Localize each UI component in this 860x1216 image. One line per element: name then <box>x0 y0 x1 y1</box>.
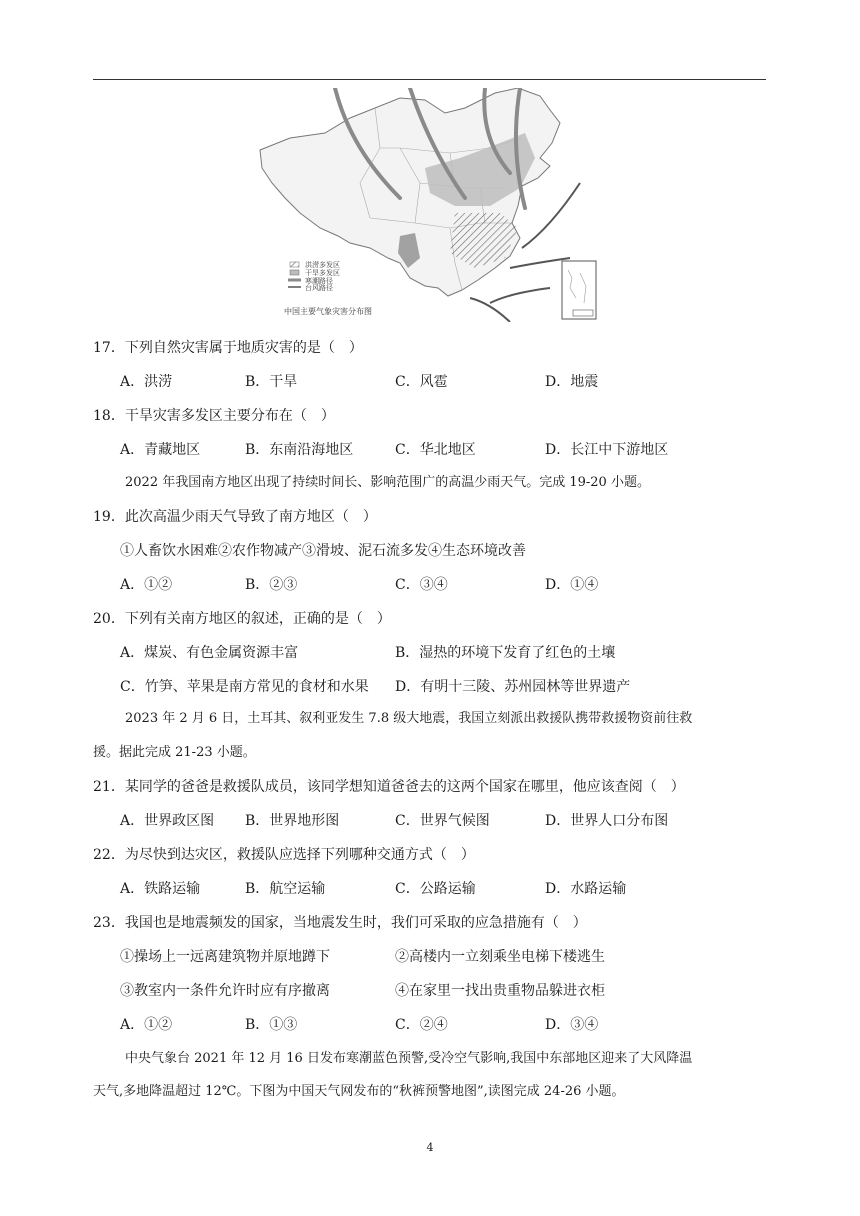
q21-option-d: D．世界人口分布图 <box>545 813 669 829</box>
question-17-stem: 17．下列自然灾害属于地质灾害的是（ ） <box>93 340 363 356</box>
question-21-stem: 21．某同学的爸爸是救援队成员，该同学想知道爸爸去的这两个国家在哪里，他应该查阅（ ） <box>93 779 685 795</box>
q19-items: ①人畜饮水困难②农作物减产③滑坡、泥石流多发④生态环境改善 <box>120 543 526 559</box>
header-rule <box>93 79 766 80</box>
q21-option-a: A．世界政区图 <box>120 813 215 829</box>
q19-option-a: A．①② <box>120 577 173 593</box>
q20-option-b: B．湿热的环境下发育了红色的土壤 <box>395 645 616 661</box>
q22-option-a: A．铁路运输 <box>120 881 201 897</box>
question-22-stem: 22．为尽快到达灾区，救援队应选择下列哪种交通方式（ ） <box>93 847 475 863</box>
legend-cold-wave: 寒潮路径 <box>305 277 333 285</box>
q23-option-c: C．②④ <box>395 1017 448 1033</box>
q18-option-a: A．青藏地区 <box>120 442 201 458</box>
q19-option-d: D．①④ <box>545 577 599 593</box>
map-caption: 中国主要气象灾害分布图 <box>284 307 372 316</box>
question-18-stem: 18．干旱灾害多发区主要分布在（ ） <box>93 408 335 424</box>
q19-option-b: B．②③ <box>245 577 298 593</box>
q21-option-c: C．世界气候图 <box>395 813 490 829</box>
q22-option-c: C．公路运输 <box>395 881 476 897</box>
china-meteorological-disaster-map <box>250 88 608 322</box>
question-23-stem: 23．我国也是地震频发的国家，当地震发生时，我们可采取的应急措施有（ ） <box>93 915 587 931</box>
q18-option-b: B．东南沿海地区 <box>245 442 354 458</box>
q20-option-a: A．煤炭、有色金属资源丰富 <box>120 645 299 661</box>
q23-item-1: ①操场上一远离建筑物并原地蹲下 <box>120 949 330 965</box>
question-20-stem: 20．下列有关南方地区的叙述，正确的是（ ） <box>93 611 391 627</box>
q20-option-d: D．有明十三陵、苏州园林等世界遗产 <box>395 679 631 695</box>
intro-19-20: 2022 年我国南方地区出现了持续时间长、影响范围广的高温少雨天气。完成 19-20 小题。 <box>125 475 650 490</box>
question-19-stem: 19．此次高温少雨天气导致了南方地区（ ） <box>93 509 377 525</box>
q22-option-d: D．水路运输 <box>545 881 627 897</box>
intro-21-23-line2: 援。据此完成 21-23 小题。 <box>93 745 256 760</box>
intro-24-26-line1: 中央气象台 2021 年 12 月 16 日发布寒潮蓝色预警,受冷空气影响,我国中东部地区迎来了大风降温 <box>125 1051 693 1066</box>
legend-flood: 洪涝多发区 <box>305 261 340 269</box>
q17-option-c: C．风雹 <box>395 374 448 390</box>
page-number: 4 <box>426 1141 434 1154</box>
q22-option-b: B．航空运输 <box>245 881 326 897</box>
legend-typhoon: 台风路径 <box>305 284 333 292</box>
q23-option-a: A．①② <box>120 1017 173 1033</box>
legend-drought: 干旱多发区 <box>305 269 340 277</box>
intro-21-23-line1: 2023 年 2 月 6 日，土耳其、叙利亚发生 7.8 级大地震，我国立刻派出救援队携带救援物资前往救 <box>125 711 693 726</box>
q23-option-b: B．①③ <box>245 1017 298 1033</box>
map-legend <box>288 260 340 292</box>
q21-option-b: B．世界地形图 <box>245 813 340 829</box>
q23-item-3: ③教室内一条件允许时应有序撤离 <box>120 983 330 999</box>
q17-option-d: D．地震 <box>545 374 599 390</box>
q20-option-c: C．竹笋、苹果是南方常见的食材和水果 <box>120 679 369 695</box>
q17-option-b: B．干旱 <box>245 374 298 390</box>
q18-option-d: D．长江中下游地区 <box>545 442 669 458</box>
q19-option-c: C．③④ <box>395 577 448 593</box>
q23-option-d: D．③④ <box>545 1017 599 1033</box>
intro-24-26-line2: 天气,多地降温超过 12℃。下图为中国天气网发布的“秋裤预警地图”,读图完成 24-26 小题。 <box>93 1084 625 1099</box>
q18-option-c: C．华北地区 <box>395 442 476 458</box>
q17-option-a: A．洪涝 <box>120 374 173 390</box>
q23-item-2: ②高楼内一立刻乘坐电梯下楼逃生 <box>395 949 605 965</box>
q23-item-4: ④在家里一找出贵重物品躲进衣柜 <box>395 983 605 999</box>
